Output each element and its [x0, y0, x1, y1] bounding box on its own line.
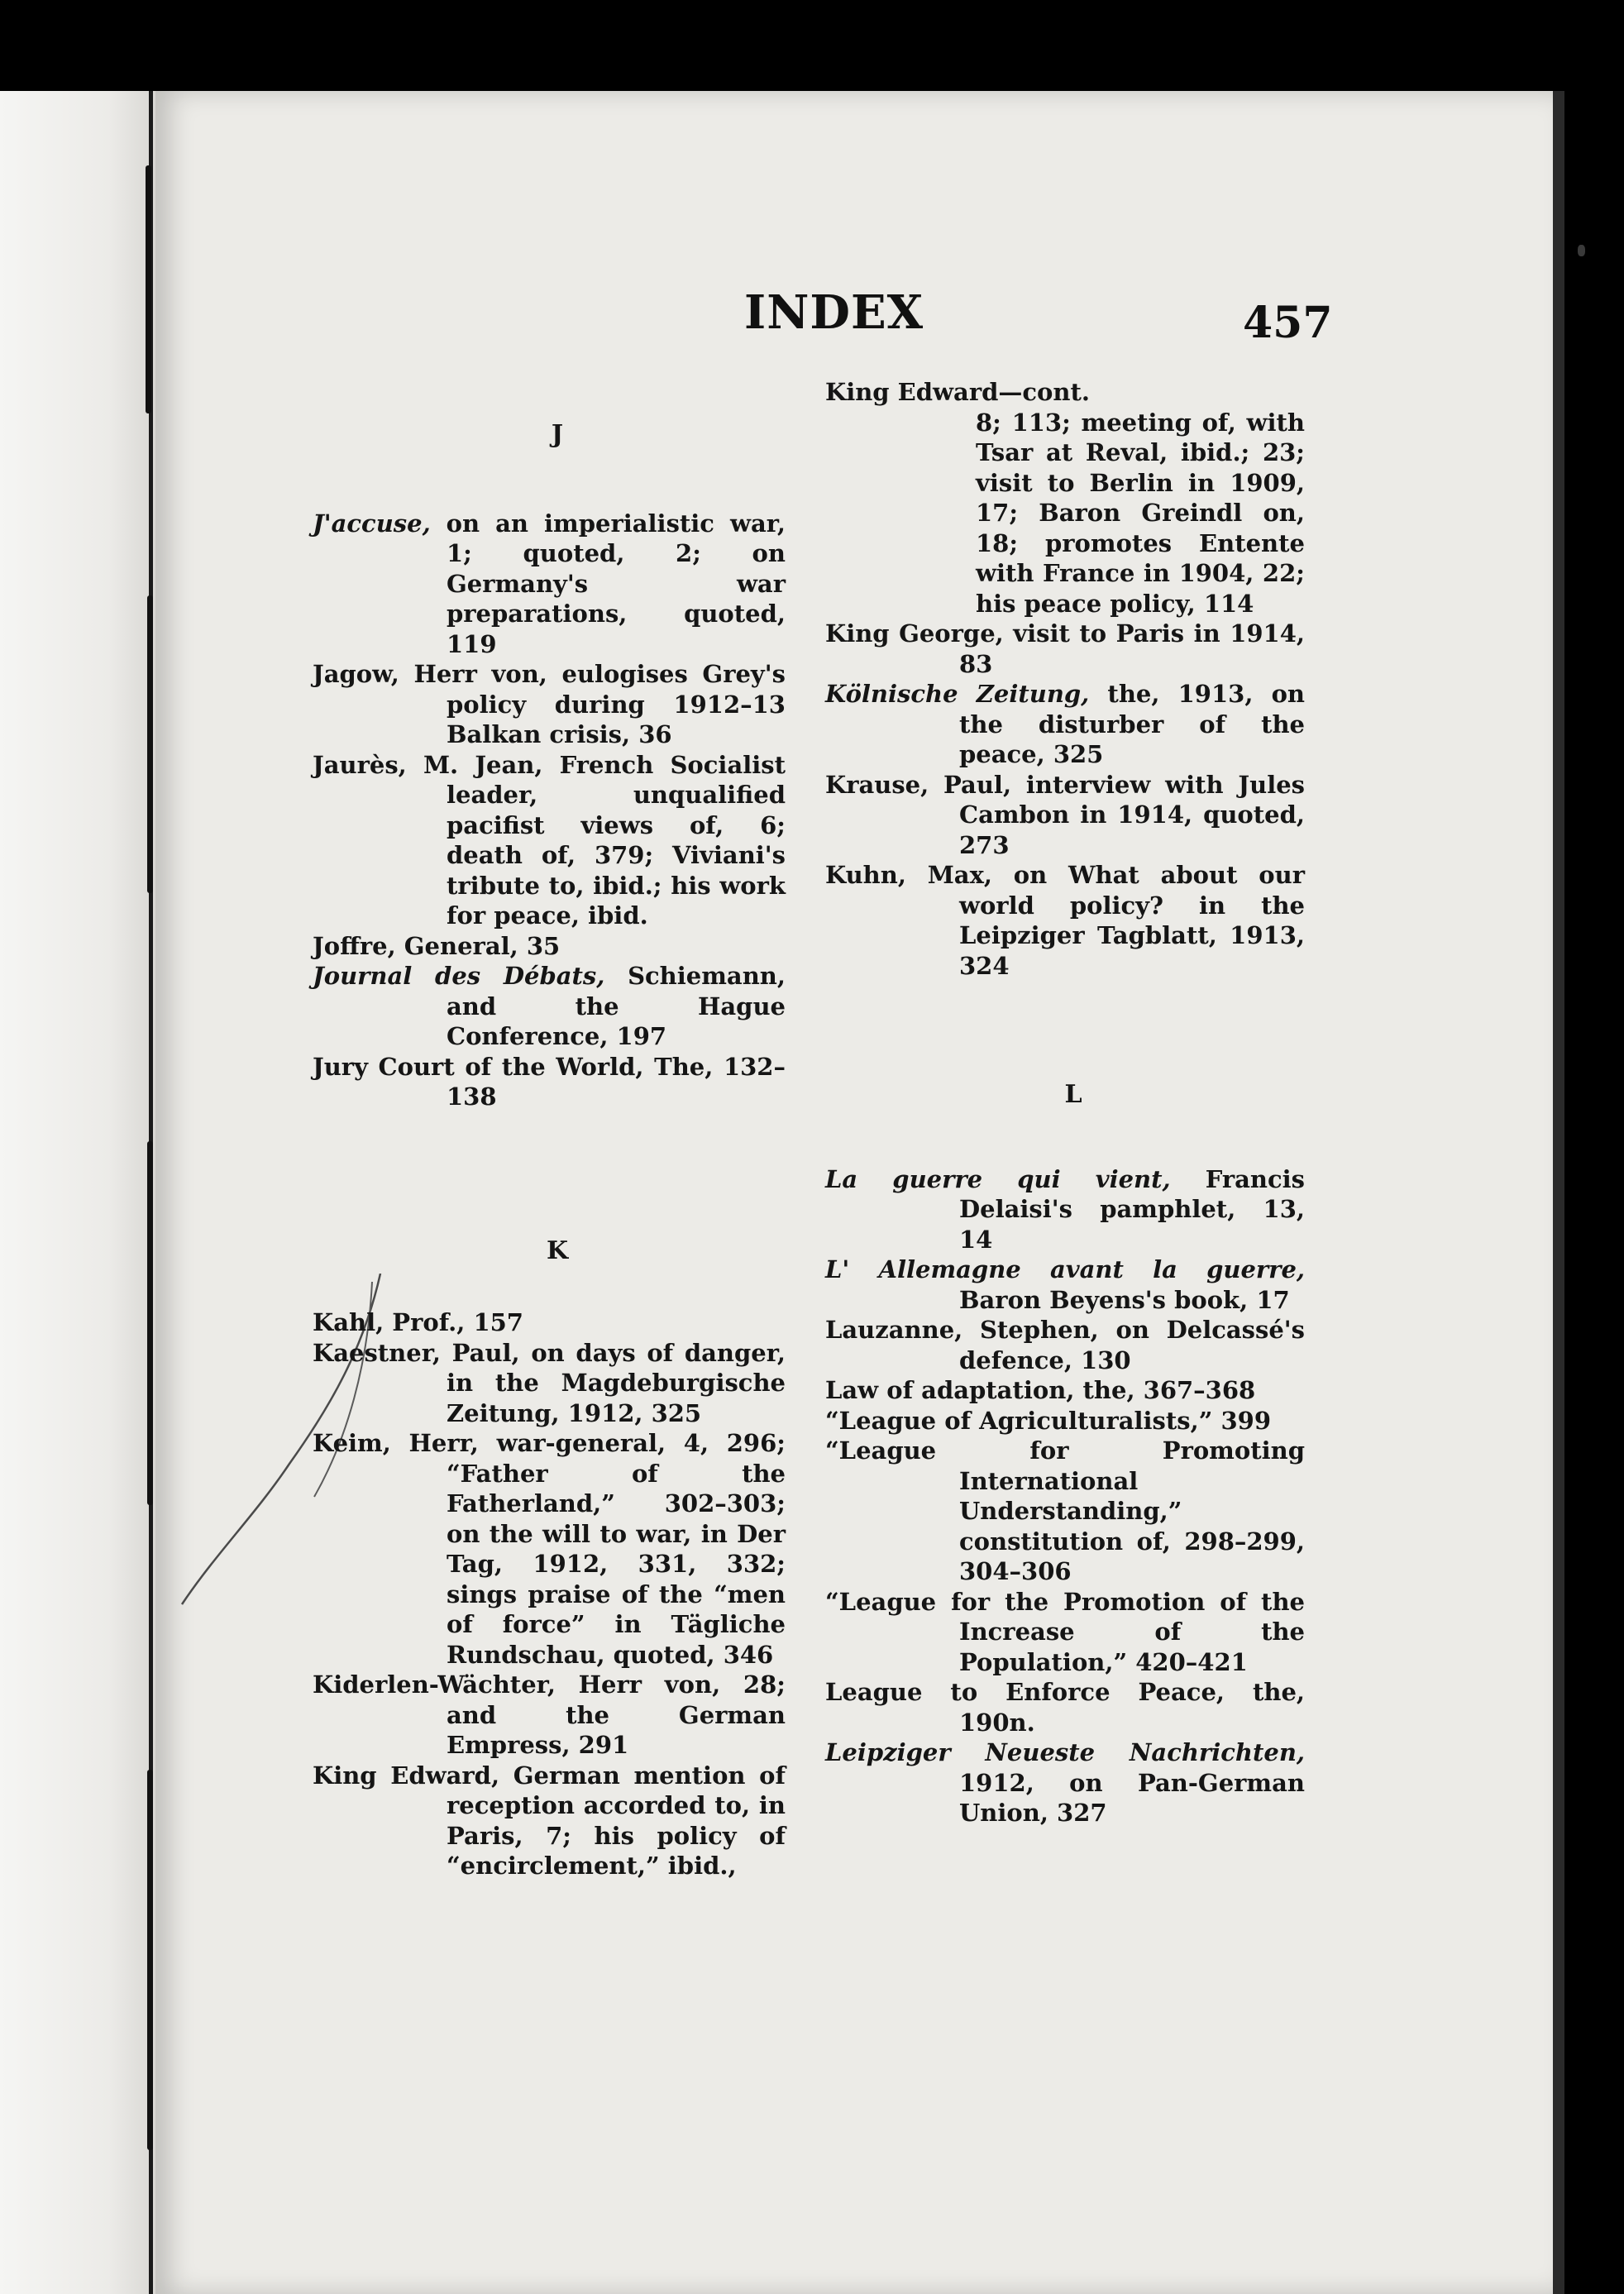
entry-heading: L' Allemagne avant la guerre, — [825, 1255, 1305, 1283]
entry-heading: Jaurès, M. Jean, — [313, 750, 543, 779]
entry-heading: “League for Promoting International Understanding,” — [825, 1436, 1305, 1525]
index-entry — [825, 770, 1305, 861]
scan-speck — [1578, 245, 1585, 256]
entry-references: on Delcassé's defence, 130 — [959, 1316, 1305, 1374]
entry-heading: Krause, Paul, — [825, 770, 1012, 799]
entry-references: 1912, on Pan-German Union, 327 — [959, 1768, 1305, 1827]
index-entry — [313, 1052, 786, 1112]
entry-heading: Lauzanne, Stephen, — [825, 1316, 1099, 1344]
entry-heading: Kahl, Prof., — [313, 1308, 466, 1336]
entry-heading: J'accuse, — [313, 509, 431, 538]
entry-references: on days of danger, in the Magdeburgische Zeitung, 1912, 325 — [447, 1338, 786, 1427]
entry-references: constitution of, 298–299, 304–306 — [959, 1527, 1305, 1585]
entry-references: 35 — [518, 931, 561, 960]
entry-heading: League to Enforce Peace, — [825, 1678, 1225, 1706]
spine-shadow-mark — [147, 1770, 153, 2150]
entry-heading: Kiderlen-Wächter, Herr von, — [313, 1670, 721, 1699]
entry-references: German mention of reception accorded to, in Paris, 7; his policy of “encirclement,” ibid., — [447, 1761, 786, 1880]
index-entry — [313, 1307, 786, 1338]
entry-references: Francis Delaisi's pamphlet, 13, 14 — [959, 1164, 1305, 1254]
entry-references: eulogises Grey's policy during 1912–13 Balkan crisis, 36 — [447, 660, 786, 748]
running-title: INDEX — [744, 285, 924, 340]
index-entry — [825, 860, 1305, 981]
entry-heading: Kölnische Zeitung, — [825, 680, 1090, 708]
facing-page-edge — [0, 91, 155, 2294]
entry-heading: Kaestner, Paul, — [313, 1338, 520, 1367]
entry-references: 132–138 — [447, 1052, 786, 1111]
index-column-left — [313, 420, 786, 1881]
index-entry — [313, 1670, 786, 1761]
index-entry — [825, 1375, 1305, 1406]
entry-references: Baron Beyens's book, 17 — [959, 1285, 1290, 1314]
entry-references: interview with Jules Cambon in 1914, quoted, 273 — [959, 770, 1305, 859]
index-entry — [825, 1737, 1305, 1828]
entry-heading: Law of adaptation, — [825, 1376, 1075, 1404]
index-entry — [825, 619, 1305, 679]
entry-heading: Leipziger Neueste Nachrichten, — [825, 1738, 1305, 1766]
index-entry — [825, 1255, 1305, 1315]
index-entry — [825, 1587, 1305, 1678]
index-entry — [825, 1406, 1305, 1436]
section-letter-j: J — [551, 420, 564, 449]
index-entry — [313, 1761, 786, 1881]
section-letter-k: K — [546, 1235, 569, 1265]
index-column-right — [825, 377, 1305, 1828]
entry-references: 399 — [1212, 1406, 1272, 1435]
index-entry — [313, 750, 786, 931]
section-letter-l: L — [1064, 1080, 1082, 1109]
entry-heading: Jury Court of the World, The, — [313, 1052, 714, 1081]
index-entry — [313, 509, 786, 660]
continuation-heading: King Edward—cont. — [825, 378, 1090, 406]
index-entry — [825, 1164, 1305, 1255]
index-entry — [825, 679, 1305, 770]
index-entry — [313, 1338, 786, 1429]
index-entry — [313, 1428, 786, 1670]
spine-shadow-mark — [147, 1141, 153, 1505]
entry-heading: “League for the Promotion of the Increase of the Population,” — [825, 1587, 1305, 1676]
entry-heading: Jagow, Herr von, — [313, 660, 547, 688]
spine-shadow-mark — [146, 165, 151, 413]
entry-heading: Joffre, General, — [313, 931, 518, 960]
index-entry — [313, 931, 786, 962]
entry-references: French Socialist leader, unqualified pacifist views of, 6; death of, 379; Viviani's tribute to, ibid.; his work for peace, ibid. — [447, 750, 786, 930]
entry-references: war-general, 4, 296; “Father of the Fatherland,” 302–303; on the will to war, in Der Tag, 1912, 331, 332; sings praise of the “men of force” in Tägliche Rundschau, quoted, 346 — [447, 1429, 786, 1669]
entry-references: 28; and the German Empress, 291 — [447, 1670, 786, 1759]
continuation-references: 8; 113; meeting of, with Tsar at Reval, ibid.; 23; visit to Berlin in 1909, 17; Baron Greindl on, 18; promotes Entente with France in 1904, 22; his peace policy, 114 — [976, 408, 1305, 618]
index-entry — [825, 1315, 1305, 1375]
page-right-edge — [1553, 91, 1564, 2294]
entry-references: on an imperialistic war, 1; quoted, 2; on Germany's war preparations, quoted, 119 — [430, 509, 786, 658]
index-entry — [313, 961, 786, 1052]
entry-references: the, 1913, on the disturber of the peace, 325 — [959, 680, 1305, 768]
entry-heading: King Edward, — [313, 1761, 500, 1790]
index-entry — [825, 1677, 1305, 1737]
spine-shadow-mark — [147, 595, 153, 893]
entry-references: Schiemann, and the Hague Conference, 197 — [447, 962, 786, 1050]
index-entry — [825, 1436, 1305, 1587]
entry-references: 157 — [465, 1308, 523, 1336]
entry-heading: “League of Agriculturalists,” — [825, 1406, 1213, 1435]
entry-heading: Journal des Débats, — [313, 962, 605, 990]
entry-heading: Kuhn, Max, — [825, 861, 992, 889]
entry-references: the, 367–368 — [1074, 1376, 1256, 1404]
entry-heading: La guerre qui vient, — [825, 1164, 1171, 1193]
entry-references: 420–421 — [1127, 1647, 1248, 1676]
page-number: 457 — [1243, 298, 1333, 348]
entry-references: on What about our world policy? in the Leipziger Tagblatt, 1913, 324 — [959, 861, 1305, 980]
entry-references: the, 190n. — [959, 1678, 1306, 1737]
entry-references: visit to Paris in 1914, 83 — [959, 619, 1305, 678]
entry-heading: Keim, Herr, — [313, 1429, 479, 1457]
index-entry — [313, 659, 786, 750]
entry-heading: King George, — [825, 619, 1004, 648]
